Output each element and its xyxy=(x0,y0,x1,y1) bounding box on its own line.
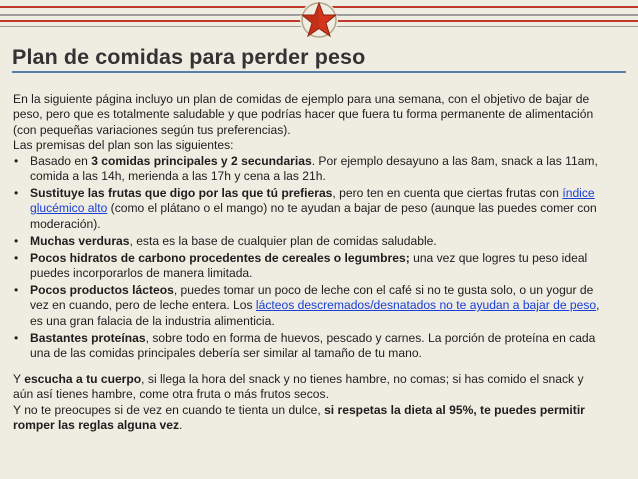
intro-paragraph: En la siguiente página incluyo un plan de comidas de ejemplo para una semana, con el objetivo de bajar de peso, pero que es totalmente saludable y que podrías hacer que fuera tu forma permanente de alimentación (con pequeñas variaciones según tus preferencias). xyxy=(13,92,594,137)
closing-bold: si respetas la dieta al 95%, te puedes permitir romper las reglas alguna vez xyxy=(13,402,585,433)
content xyxy=(13,92,603,434)
item-text: Basado en xyxy=(30,153,92,168)
item-bold: Sustituye las frutas que digo por las que tú prefieras xyxy=(30,185,333,200)
spacer xyxy=(13,363,603,372)
list-item xyxy=(13,234,603,249)
premises-lead: Las premisas del plan son las siguientes: xyxy=(13,138,234,153)
bullet-marker: • xyxy=(14,330,19,345)
closing-text: Y no te preocupes si de vez en cuando te tienta un dulce, xyxy=(13,402,325,417)
bullet-marker: • xyxy=(14,233,19,248)
item-text: , puedes tomar un poco de leche con el café si no te gusta solo, o un yogur de vez en cuando, pero de leche entera. Los xyxy=(30,282,594,313)
closing-sweets xyxy=(13,403,603,434)
bullet-marker: • xyxy=(14,153,19,168)
title-rule xyxy=(12,71,626,73)
item-text: , sobre todo en forma de huevos, pescado y carnes. La porción de proteína en cada una de las comidas principales debería ser similar al tamaño de tu mano. xyxy=(30,330,596,360)
item-text: , esta es la base de cualquier plan de comidas saludable. xyxy=(129,233,437,248)
item-text: . Por ejemplo desayuno a las 8am, snack a las 11am, comida a las 14h, merienda a las 17h y cena a las 21h. xyxy=(30,153,598,184)
item-bold: Pocos hidratos de carbono procedentes de cereales o legumbres; xyxy=(30,250,410,265)
closing-listen-body xyxy=(13,372,603,403)
item-text: (como el plátano o el mango) no te ayudan a bajar de peso (aunque las puedes comer con moderación). xyxy=(30,201,597,231)
star-icon xyxy=(296,0,342,40)
premises-list xyxy=(13,154,603,362)
page-title: Plan de comidas para perder peso xyxy=(12,45,366,69)
item-text: una vez que logres tu peso ideal puedes incorporarlos de manera limitada. xyxy=(30,250,588,280)
item-bold: 3 comidas principales y 2 secundarias xyxy=(91,153,312,168)
glycemic-index-link[interactable]: índice glucémico alto xyxy=(30,185,595,216)
list-item xyxy=(13,283,603,329)
item-text: , pero ten en cuenta que ciertas frutas con xyxy=(332,185,563,200)
list-item xyxy=(13,154,603,185)
skim-dairy-link[interactable]: lácteos descremados/desnatados no te ayudan a bajar de peso xyxy=(255,298,597,313)
item-text: , es una gran falacia de la industria alimenticia. xyxy=(30,298,600,328)
closing-bold: escucha a tu cuerpo xyxy=(24,371,142,386)
closing-text: Y xyxy=(13,371,25,386)
bullet-marker: • xyxy=(14,282,19,297)
title-block xyxy=(12,44,626,73)
list-item xyxy=(13,331,603,362)
item-bold: Pocos productos lácteos xyxy=(30,282,174,297)
list-item xyxy=(13,251,603,282)
closing-text: . xyxy=(179,418,183,433)
item-bold: Bastantes proteínas xyxy=(30,330,146,345)
closing-text: , si llega la hora del snack y no tienes hambre, no comas; si has comido el snack y aún así tienes hambre, come otra fruta o más frutos secos. xyxy=(13,371,584,402)
list-item xyxy=(13,186,603,232)
bullet-marker: • xyxy=(14,185,19,200)
bullet-marker: • xyxy=(14,250,19,265)
item-bold: Muchas verduras xyxy=(30,233,130,248)
